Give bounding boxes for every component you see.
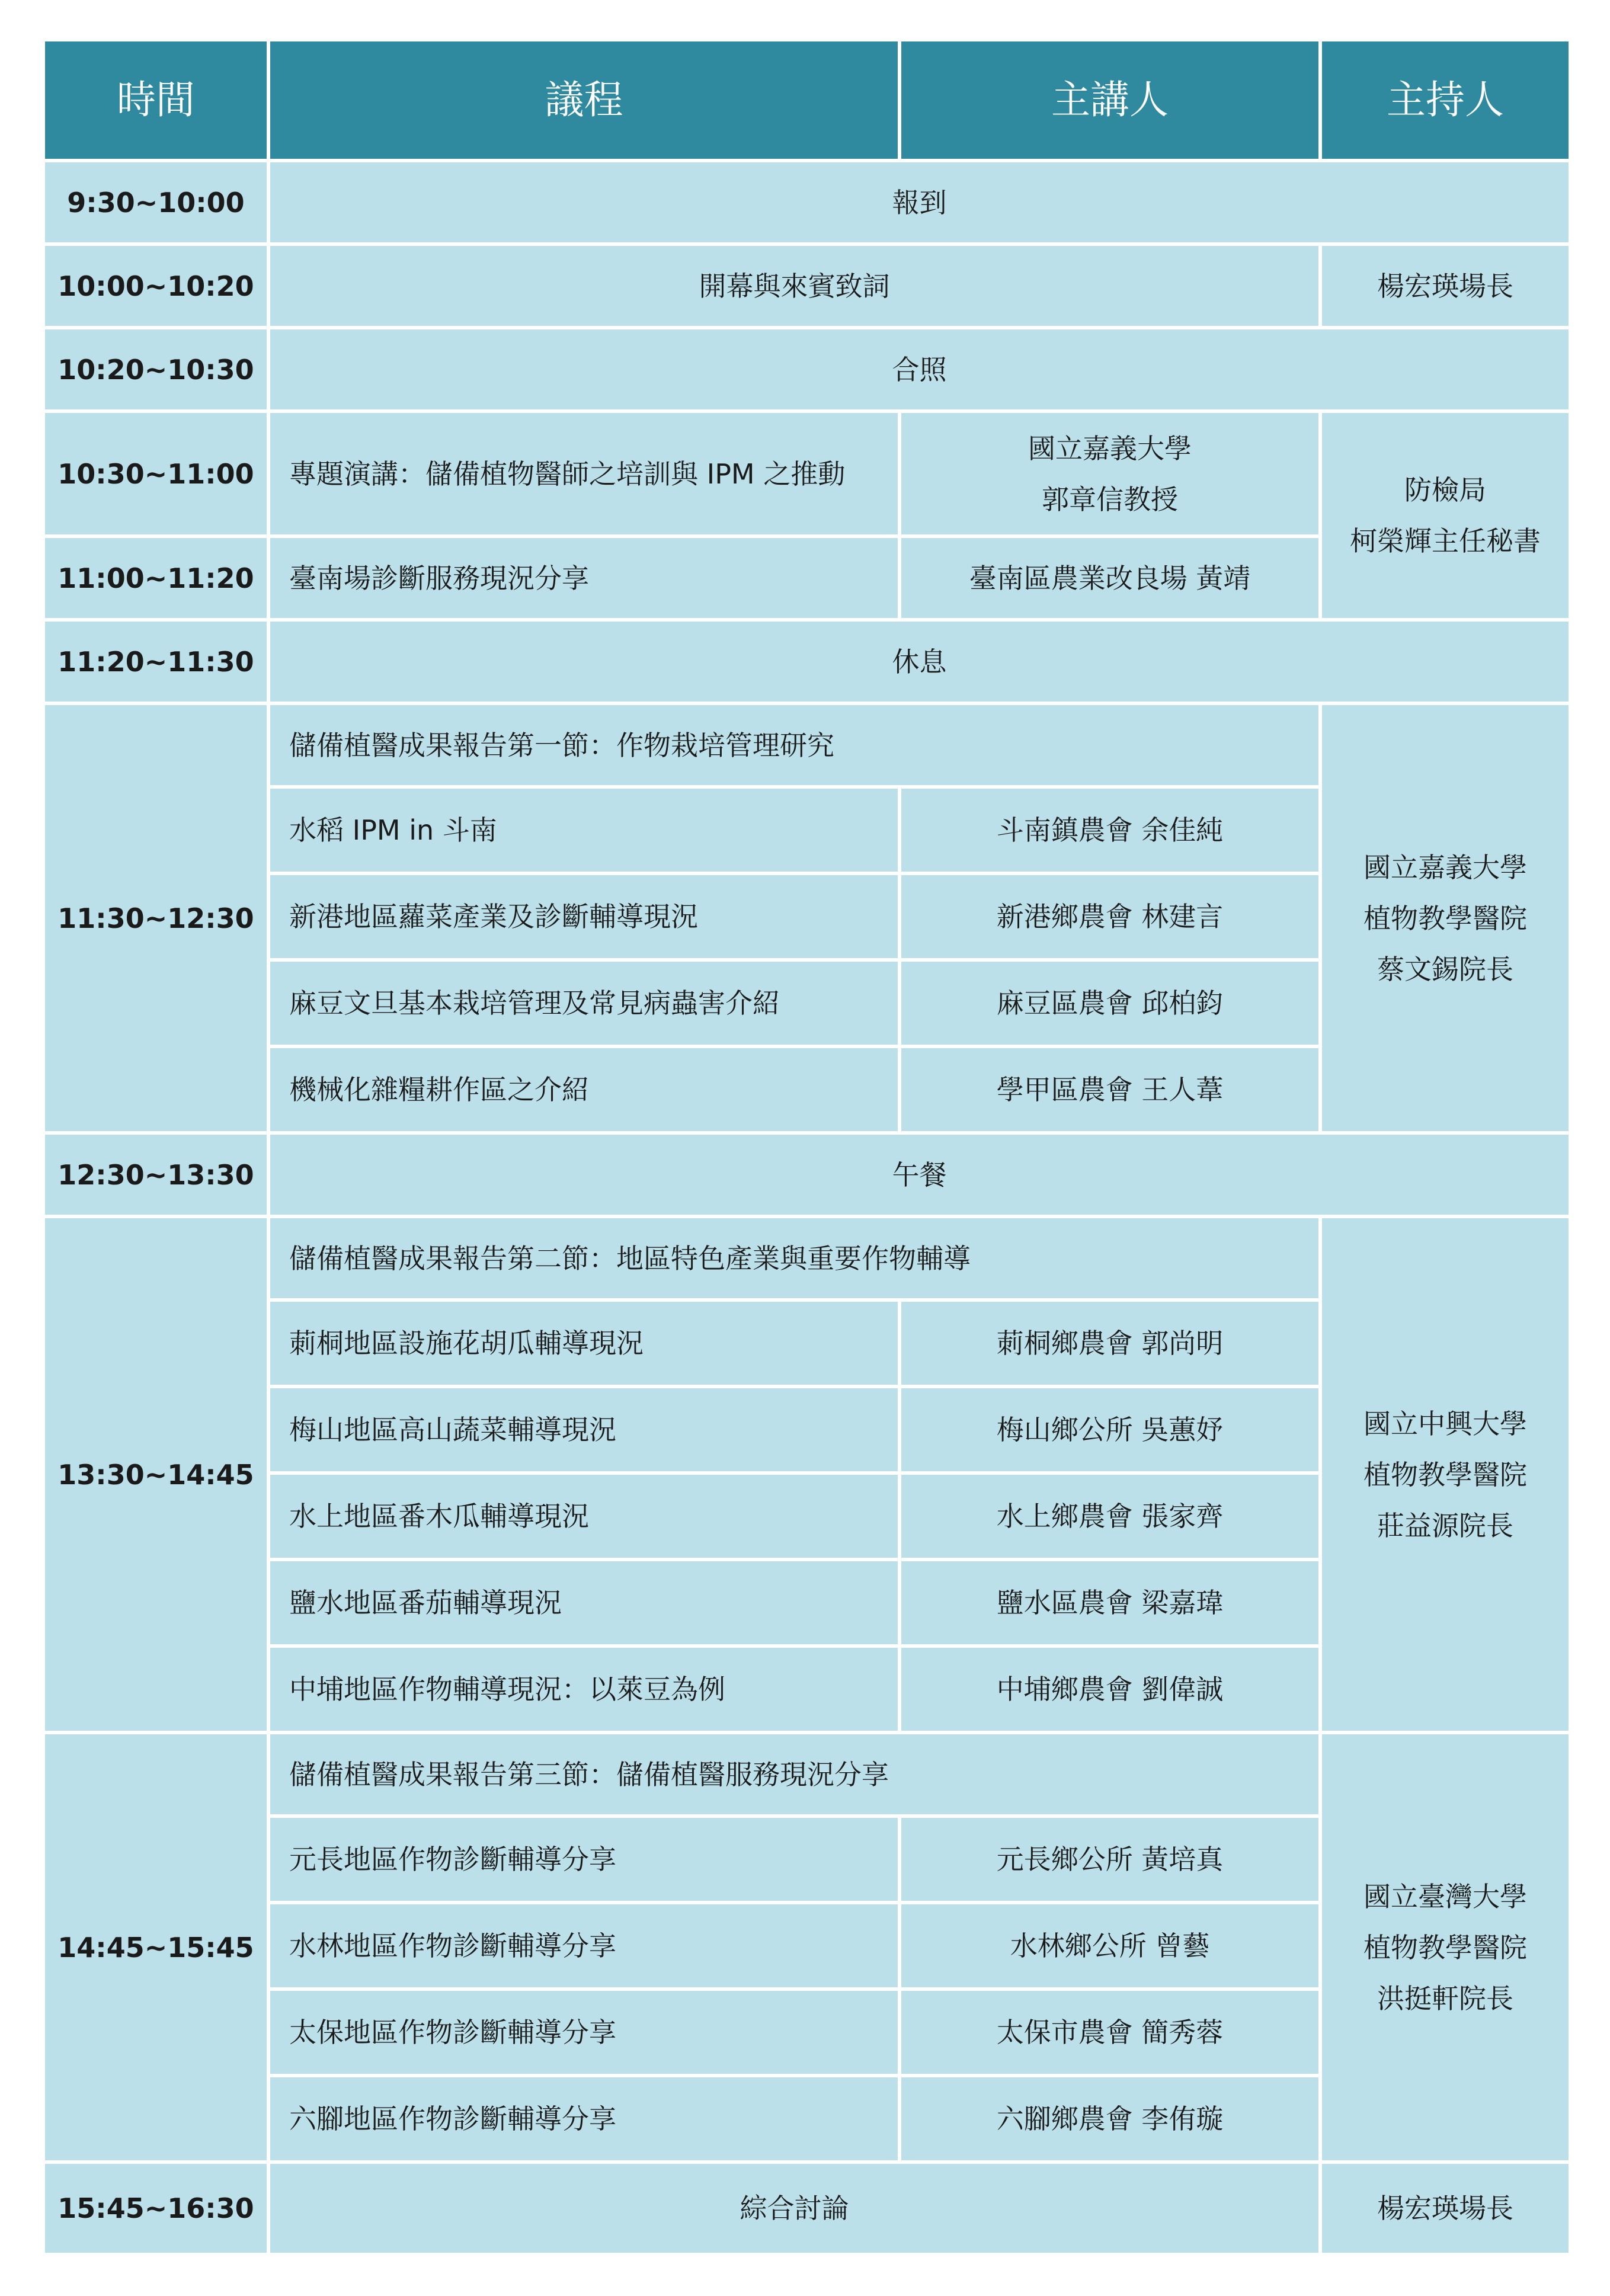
host-cell bbox=[1320, 411, 1570, 620]
topic-cell: 新港地區蘿菜產業及診斷輔導現況 bbox=[268, 873, 900, 960]
host-affiliation: 國立臺灣大學 bbox=[1363, 1880, 1527, 1913]
host-cell: 楊宏瑛場長 bbox=[1320, 244, 1570, 328]
session-title: 儲備植醫成果報告第一節：作物栽培管理研究 bbox=[268, 703, 1320, 787]
session-title: 儲備植醫成果報告第三節：儲備植醫服務現況分享 bbox=[268, 1733, 1320, 1816]
host-department: 植物教學醫院 bbox=[1363, 902, 1527, 934]
topic-cell: 麻豆文旦基本栽培管理及常見病蟲害介紹 bbox=[268, 960, 900, 1046]
speaker-cell: 梅山鄉公所 吳蕙妤 bbox=[900, 1386, 1320, 1473]
topic-cell: 鹽水地區番茄輔導現況 bbox=[268, 1560, 900, 1646]
agenda-cell: 臺南場診斷服務現況分享 bbox=[268, 536, 900, 620]
agenda-cell: 專題演講：儲備植物醫師之培訓與 IPM 之推動 bbox=[268, 411, 900, 536]
host-cell: 楊宏瑛場長 bbox=[1320, 2162, 1570, 2255]
speaker-name: 郭章信教授 bbox=[1042, 483, 1178, 515]
header-time: 時間 bbox=[43, 40, 268, 161]
speaker-cell: 太保市農會 簡秀蓉 bbox=[900, 1989, 1320, 2076]
host-affiliation: 防檢局 bbox=[1404, 474, 1486, 506]
table-row bbox=[43, 620, 1570, 703]
host-affiliation: 國立嘉義大學 bbox=[1363, 851, 1527, 883]
speaker-cell: 麻豆區農會 邱柏鈞 bbox=[900, 960, 1320, 1046]
agenda-cell: 合照 bbox=[268, 328, 1570, 411]
table-row bbox=[43, 1133, 1570, 1216]
time-cell: 9:30~10:00 bbox=[43, 161, 268, 244]
speaker-cell: 中埔鄉農會 劉偉誠 bbox=[900, 1646, 1320, 1733]
speaker-cell: 水上鄉農會 張家齊 bbox=[900, 1473, 1320, 1560]
host-affiliation: 國立中興大學 bbox=[1363, 1407, 1527, 1440]
time-cell: 12:30~13:30 bbox=[43, 1133, 268, 1216]
header-host: 主持人 bbox=[1320, 40, 1570, 161]
time-cell: 10:00~10:20 bbox=[43, 244, 268, 328]
agenda-table bbox=[41, 38, 1572, 2256]
topic-cell: 水上地區番木瓜輔導現況 bbox=[268, 1473, 900, 1560]
topic-cell: 水稻 IPM in 斗南 bbox=[268, 787, 900, 873]
table-row bbox=[43, 161, 1570, 244]
time-cell: 11:20~11:30 bbox=[43, 620, 268, 703]
time-cell: 15:45~16:30 bbox=[43, 2162, 268, 2255]
session-title-row bbox=[43, 1216, 1570, 1300]
host-name: 洪挺軒院長 bbox=[1377, 1982, 1513, 2015]
speaker-cell: 斗南鎮農會 余佳純 bbox=[900, 787, 1320, 873]
agenda-cell: 休息 bbox=[268, 620, 1570, 703]
speaker-cell: 學甲區農會 王人葦 bbox=[900, 1046, 1320, 1133]
topic-cell: 水林地區作物診斷輔導分享 bbox=[268, 1903, 900, 1989]
time-cell: 14:45~15:45 bbox=[43, 1733, 268, 2162]
speaker-cell: 元長鄉公所 黃培真 bbox=[900, 1816, 1320, 1903]
host-name: 蔡文錫院長 bbox=[1377, 953, 1513, 985]
topic-cell: 中埔地區作物輔導現況：以萊豆為例 bbox=[268, 1646, 900, 1733]
host-name: 柯榮輝主任秘書 bbox=[1350, 525, 1541, 557]
table-row bbox=[43, 244, 1570, 328]
session-title: 儲備植醫成果報告第二節：地區特色產業與重要作物輔導 bbox=[268, 1216, 1320, 1300]
topic-cell: 太保地區作物診斷輔導分享 bbox=[268, 1989, 900, 2076]
speaker-cell: 莿桐鄉農會 郭尚明 bbox=[900, 1300, 1320, 1386]
agenda-cell: 報到 bbox=[268, 161, 1570, 244]
host-cell bbox=[1320, 1733, 1570, 2162]
agenda-cell: 開幕與來賓致詞 bbox=[268, 244, 1320, 328]
time-cell: 13:30~14:45 bbox=[43, 1216, 268, 1733]
topic-cell: 梅山地區高山蔬菜輔導現況 bbox=[268, 1386, 900, 1473]
header-row bbox=[43, 40, 1570, 161]
time-cell: 11:30~12:30 bbox=[43, 703, 268, 1133]
topic-cell: 機械化雜糧耕作區之介紹 bbox=[268, 1046, 900, 1133]
table-row bbox=[43, 328, 1570, 411]
header-agenda: 議程 bbox=[268, 40, 900, 161]
speaker-cell: 鹽水區農會 梁嘉瑋 bbox=[900, 1560, 1320, 1646]
agenda-cell: 綜合討論 bbox=[268, 2162, 1320, 2255]
time-cell: 10:20~10:30 bbox=[43, 328, 268, 411]
speaker-affiliation: 國立嘉義大學 bbox=[1028, 432, 1192, 465]
table-row bbox=[43, 2162, 1570, 2255]
speaker-cell: 水林鄉公所 曾藝 bbox=[900, 1903, 1320, 1989]
speaker-cell: 臺南區農業改良場 黃靖 bbox=[900, 536, 1320, 620]
speaker-cell bbox=[900, 411, 1320, 536]
speaker-cell: 新港鄉農會 林建言 bbox=[900, 873, 1320, 960]
time-cell: 11:00~11:20 bbox=[43, 536, 268, 620]
host-department: 植物教學醫院 bbox=[1363, 1931, 1527, 1964]
time-cell: 10:30~11:00 bbox=[43, 411, 268, 536]
header-speaker: 主講人 bbox=[900, 40, 1320, 161]
table-row bbox=[43, 411, 1570, 536]
session-title-row bbox=[43, 703, 1570, 787]
session-title-row bbox=[43, 1733, 1570, 1816]
topic-cell: 莿桐地區設施花胡瓜輔導現況 bbox=[268, 1300, 900, 1386]
host-cell bbox=[1320, 703, 1570, 1133]
agenda-cell: 午餐 bbox=[268, 1133, 1570, 1216]
host-department: 植物教學醫院 bbox=[1363, 1458, 1527, 1491]
topic-cell: 六腳地區作物診斷輔導分享 bbox=[268, 2076, 900, 2162]
host-cell bbox=[1320, 1216, 1570, 1733]
topic-cell: 元長地區作物診斷輔導分享 bbox=[268, 1816, 900, 1903]
host-name: 莊益源院長 bbox=[1377, 1509, 1513, 1542]
speaker-cell: 六腳鄉農會 李侑璇 bbox=[900, 2076, 1320, 2162]
